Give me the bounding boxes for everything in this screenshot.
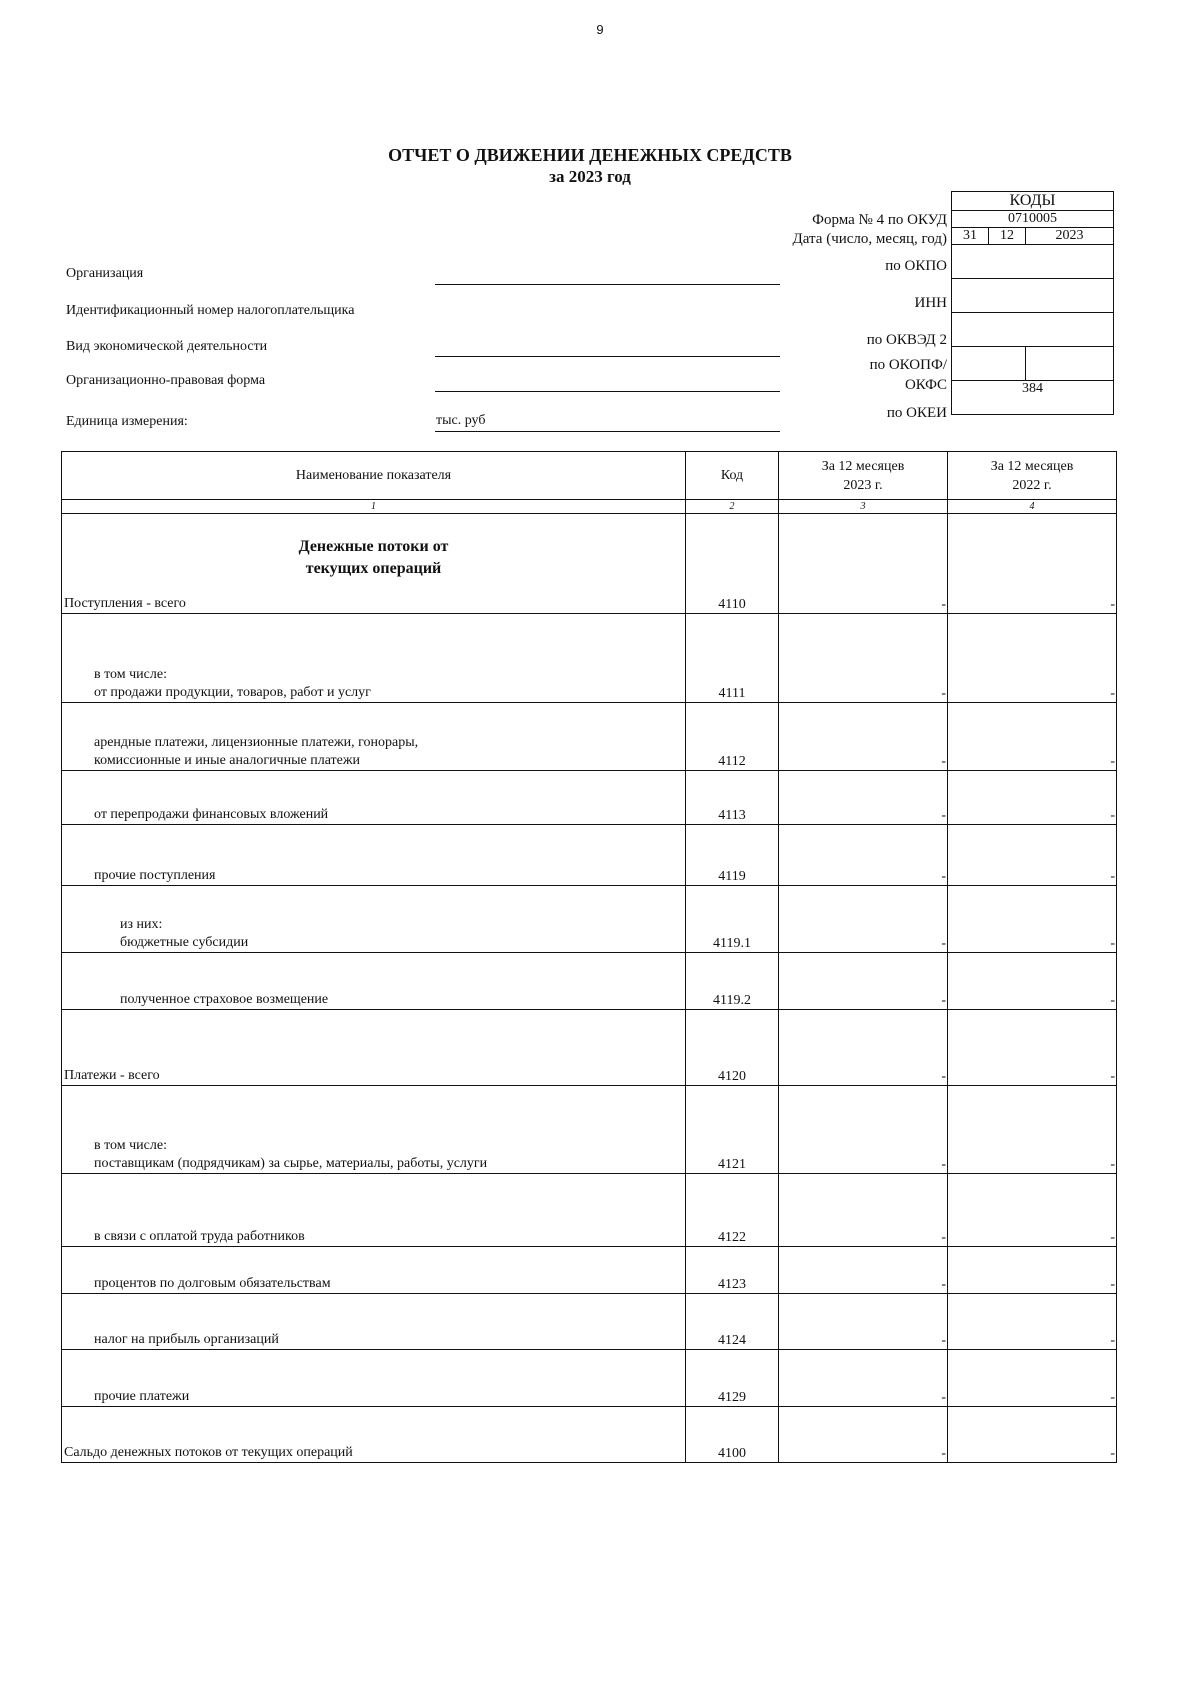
table-row [62, 1174, 1117, 1247]
codes-box [951, 191, 1114, 415]
value-2023: - [779, 953, 948, 1010]
column-number: 4 [948, 500, 1117, 514]
header-name: Наименование показателя [62, 452, 686, 500]
value-2023: - [779, 1010, 948, 1086]
date-year: 2023 [1026, 228, 1114, 245]
row-name [62, 825, 686, 886]
row-name [62, 771, 686, 825]
value-2022: - [948, 1247, 1117, 1294]
okpo-code [952, 245, 1114, 279]
okud-label: Форма № 4 по ОКУД [812, 212, 947, 228]
table-row [62, 1407, 1117, 1463]
row-label: в связи с оплатой труда работников [94, 1229, 305, 1244]
row-label: налог на прибыль организаций [94, 1332, 279, 1347]
header-code: Код [686, 452, 779, 500]
row-label: полученное страховое возмещение [120, 992, 329, 1007]
legal-form-label: Организационно-правовая форма [66, 373, 266, 388]
page-number: 9 [596, 22, 604, 37]
row-pre-label: арендные платежи, лицензионные платежи, гонорары, [94, 735, 419, 750]
table-row [62, 1294, 1117, 1350]
header-period-2022-line2: 2022 г. [1012, 477, 1052, 493]
okopf-label: по ОКОПФ/ [869, 357, 947, 373]
value-2022: - [948, 825, 1117, 886]
row-code: 4110 [686, 580, 779, 614]
table-row [62, 580, 1117, 614]
table-row [62, 771, 1117, 825]
row-code: 4124 [686, 1294, 779, 1350]
table-row [62, 953, 1117, 1010]
value-2022: - [948, 1086, 1117, 1174]
section-title-line2: текущих операций [305, 559, 442, 577]
value-2023: - [779, 1350, 948, 1407]
organization-line [435, 284, 780, 285]
table-row [62, 1086, 1117, 1174]
legal-form-line [435, 391, 780, 392]
cash-flow-table [61, 451, 1117, 1463]
value-2022: - [948, 614, 1117, 703]
okei-code: 384 [952, 381, 1114, 415]
section-title [62, 514, 686, 580]
row-label: комиссионные и иные аналогичные платежи [94, 753, 361, 768]
row-name [62, 953, 686, 1010]
row-name [62, 1010, 686, 1086]
row-label: от продажи продукции, товаров, работ и услуг [94, 685, 371, 700]
value-2022: - [948, 1010, 1117, 1086]
okud-code: 0710005 [952, 211, 1114, 228]
date-day: 31 [952, 228, 989, 245]
row-code: 4111 [686, 614, 779, 703]
row-label: от перепродажи финансовых вложений [94, 807, 329, 822]
row-code: 4112 [686, 703, 779, 771]
row-code: 4119.1 [686, 886, 779, 953]
organization-label: Организация [66, 266, 144, 281]
value-2023: - [779, 703, 948, 771]
row-code: 4120 [686, 1010, 779, 1086]
section-header-row [62, 514, 1117, 580]
header-period-2023 [779, 452, 948, 500]
taxpayer-id-label: Идентификационный номер налогоплательщика [66, 303, 355, 318]
value-2023: - [779, 1407, 948, 1463]
row-label: поставщикам (подрядчикам) за сырье, материалы, работы, услуги [94, 1156, 488, 1171]
okfs-code [1026, 347, 1114, 381]
value-2023: - [779, 825, 948, 886]
inn-code [952, 279, 1114, 313]
unit-line [435, 431, 780, 432]
report-period: за 2023 год [549, 167, 631, 186]
row-label: процентов по долговым обязательствам [94, 1276, 331, 1291]
unit-label: Единица измерения: [66, 414, 188, 429]
okved-code [952, 313, 1114, 347]
row-label: Сальдо денежных потоков от текущих операций [64, 1445, 353, 1460]
value-2022: - [948, 953, 1117, 1010]
value-2022: - [948, 1350, 1117, 1407]
value-2022: - [948, 771, 1117, 825]
column-number: 1 [62, 500, 686, 514]
row-name [62, 1407, 686, 1463]
okfs-label: ОКФС [904, 377, 947, 393]
okopf-code [952, 347, 1026, 381]
value-2023: - [779, 1086, 948, 1174]
inn-code-label: ИНН [914, 295, 947, 311]
value-2023: - [779, 886, 948, 953]
value-2022: - [948, 1294, 1117, 1350]
column-number-row [62, 500, 1117, 514]
activity-label: Вид экономической деятельности [66, 339, 268, 354]
row-pre-label: в том числе: [94, 1138, 167, 1153]
row-pre-label: в том числе: [94, 667, 167, 682]
row-label: прочие платежи [94, 1389, 190, 1404]
table-row [62, 614, 1117, 703]
row-name [62, 886, 686, 953]
value-2023: - [779, 580, 948, 614]
row-name [62, 703, 686, 771]
row-pre-label: из них: [120, 917, 163, 932]
date-label: Дата (число, месяц, год) [792, 231, 947, 247]
report-title-block [0, 144, 1180, 188]
row-label: бюджетные субсидии [120, 935, 249, 950]
header-period-2023-line2: 2023 г. [843, 477, 883, 493]
row-code: 4100 [686, 1407, 779, 1463]
unit-value: тыс. руб [436, 413, 486, 428]
row-label: Поступления - всего [64, 596, 186, 611]
value-2023: - [779, 771, 948, 825]
row-code: 4123 [686, 1247, 779, 1294]
column-number: 2 [686, 500, 779, 514]
value-2023: - [779, 1174, 948, 1247]
value-2022: - [948, 1174, 1117, 1247]
value-2022: - [948, 886, 1117, 953]
row-name [62, 1174, 686, 1247]
row-code: 4119 [686, 825, 779, 886]
value-2023: - [779, 1247, 948, 1294]
header-period-2022 [948, 452, 1117, 500]
row-name [62, 1247, 686, 1294]
row-code: 4119.2 [686, 953, 779, 1010]
table-row [62, 703, 1117, 771]
report-title: ОТЧЕТ О ДВИЖЕНИИ ДЕНЕЖНЫХ СРЕДСТВ [388, 145, 792, 165]
row-code: 4129 [686, 1350, 779, 1407]
row-code: 4121 [686, 1086, 779, 1174]
row-name [62, 1086, 686, 1174]
table-row [62, 825, 1117, 886]
table-row [62, 1350, 1117, 1407]
value-2022: - [948, 1407, 1117, 1463]
row-name [62, 1294, 686, 1350]
okei-label: по ОКЕИ [886, 405, 947, 421]
activity-line [435, 356, 780, 357]
okpo-label: по ОКПО [885, 258, 947, 274]
row-label: прочие поступления [94, 868, 216, 883]
row-name [62, 1350, 686, 1407]
header-period-2023-line1: За 12 месяцев [821, 458, 905, 474]
row-label: Платежи - всего [64, 1068, 160, 1083]
date-month: 12 [989, 228, 1026, 245]
value-2023: - [779, 1294, 948, 1350]
header-period-2022-line1: За 12 месяцев [990, 458, 1074, 474]
table-row [62, 886, 1117, 953]
table-row [62, 1010, 1117, 1086]
section-title-line1: Денежные потоки от [298, 537, 449, 555]
table-header-row [62, 452, 1117, 500]
value-2022: - [948, 580, 1117, 614]
row-name [62, 614, 686, 703]
value-2023: - [779, 614, 948, 703]
codes-header: КОДЫ [952, 192, 1114, 211]
row-name [62, 580, 686, 614]
okved-label: по ОКВЭД 2 [866, 332, 947, 348]
row-code: 4113 [686, 771, 779, 825]
row-code: 4122 [686, 1174, 779, 1247]
value-2022: - [948, 703, 1117, 771]
table-row [62, 1247, 1117, 1294]
column-number: 3 [779, 500, 948, 514]
